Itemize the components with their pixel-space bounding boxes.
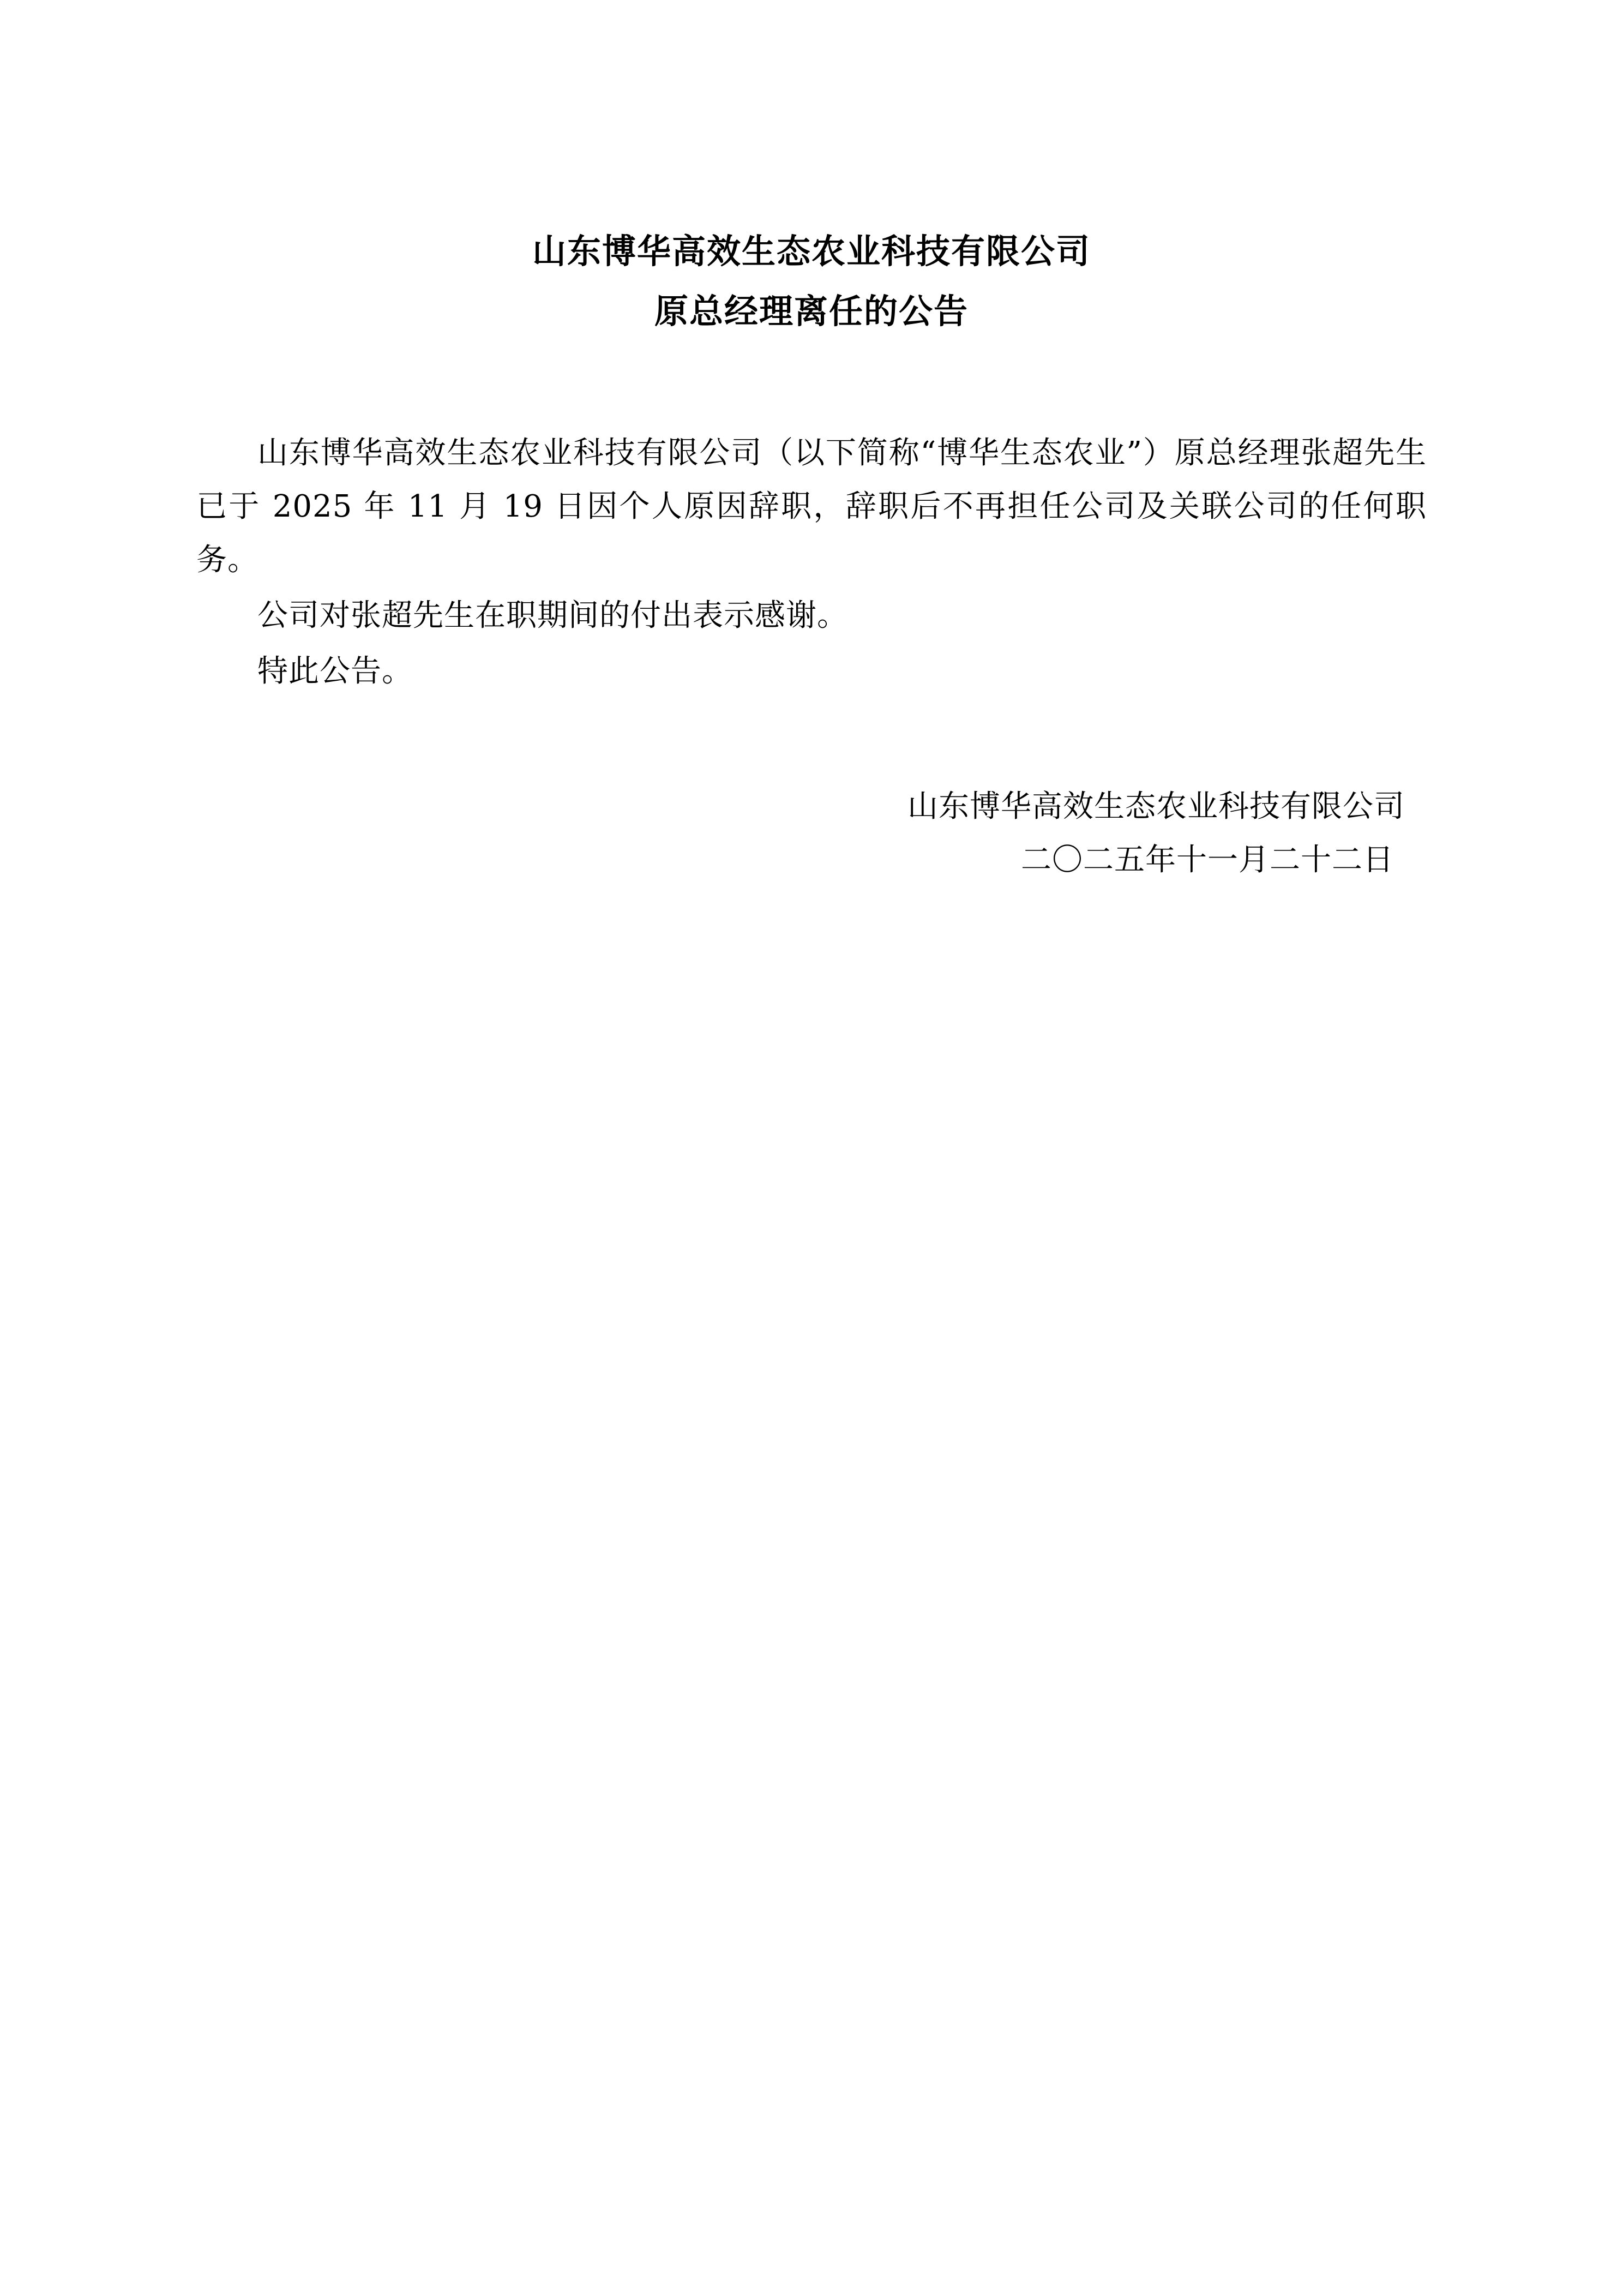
signature-block	[196, 780, 1427, 887]
page-title	[196, 231, 1427, 331]
body-paragraph-2: 公司对张超先生在职期间的付出表示感谢。	[257, 598, 848, 633]
document-body	[196, 427, 1427, 698]
signature-date: 二〇二五年十一月二十二日	[1021, 842, 1394, 878]
title-line-2: 原总经理离任的公告	[654, 291, 969, 331]
body-paragraph-3: 特此公告。	[257, 654, 413, 689]
signature-company: 山东博华高效生态农业科技有限公司	[907, 789, 1405, 824]
body-paragraph-1: 山东博华高效生态农业科技有限公司（以下简称“博华生态农业”）原总经理张超先生已于 2025 年 11 月 19 日因个人原因辞职，辞职后不再担任公司及关联公司的任何职务。	[196, 435, 1427, 578]
title-line-1: 山东博华高效生态农业科技有限公司	[532, 231, 1091, 271]
